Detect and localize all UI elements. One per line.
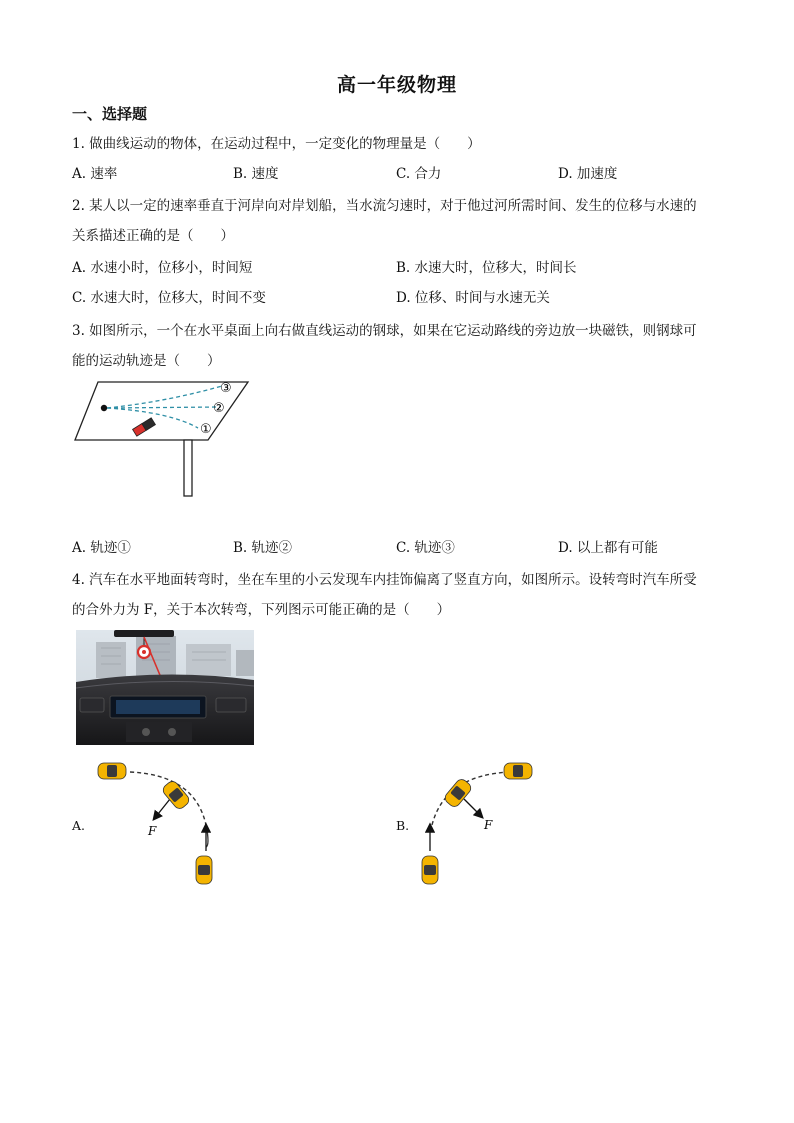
label-1: ① [200,422,212,437]
question-4-text-line1: 4. 汽车在水平地面转弯时，坐在车里的小云发现车内挂饰偏离了竖直方向，如图所示。设转弯时汽车所受 [72,572,697,588]
label-2: ② [213,401,225,416]
a-force-arrow [154,799,170,819]
b-force-arrow [464,799,482,817]
question-2-text-line1: 2. 某人以一定的速率垂直于河岸向对岸划船，当水流匀速时，对于他过河所需时间、发生的位移与水速的 [72,198,697,214]
question-1-text: 1. 做曲线运动的物体，在运动过程中，一定变化的物理量是（ ） [72,136,481,152]
table-leg [184,440,192,496]
question-3-text-line2: 能的运动轨迹是（ ） [72,353,221,369]
question-2-text-line2: 关系描述正确的是（ ） [72,228,234,244]
q4-option-a-label: A. [72,818,86,833]
q2-option-d: D. 位移、时间与水速无关 [396,290,550,306]
q3-option-a: A. 轨迹① [72,540,131,556]
page-title: 高一年级物理 [336,74,457,96]
b-car-end [422,856,438,884]
question-4-text-line2: 的合外力为 F，关于本次转弯，下列图示可能正确的是（ ） [72,602,451,618]
q3-option-b: B. 轨迹② [233,540,293,556]
q1-option-d: D. 加速度 [558,166,618,182]
a-car-mid [161,779,191,811]
q1-option-a: A. 速率 [72,166,118,182]
a-force-label: F [148,824,157,838]
car-interior-photo [76,630,254,745]
q2-option-b: B. 水速大时，位移大，时间长 [396,260,577,276]
steel-ball [101,405,107,411]
table-trajectory-figure [70,378,260,500]
q1-option-b: B. 速度 [233,166,279,182]
a-car-start [98,763,126,779]
a-car-end [196,856,212,884]
b-path-upper [432,772,510,825]
b-car-start [504,763,532,779]
q3-option-c: C. 轨迹③ [396,540,455,556]
q4-option-b-diagram [410,755,550,895]
q4-option-b-label: B. [396,818,410,833]
q2-option-c: C. 水速大时，位移大，时间不变 [72,290,266,306]
section-heading: 一、选择题 [72,105,148,123]
label-3: ③ [220,381,232,396]
q1-option-c: C. 合力 [396,166,442,182]
q4-option-a-diagram [90,755,230,895]
b-force-label: F [484,818,493,832]
q3-option-d: D. 以上都有可能 [558,540,658,556]
q2-option-a: A. 水速小时，位移小，时间短 [72,260,253,276]
question-3-text-line1: 3. 如图所示，一个在水平桌面上向右做直线运动的钢球，如果在它运动路线的旁边放一块磁铁，则钢球可 [72,323,697,339]
